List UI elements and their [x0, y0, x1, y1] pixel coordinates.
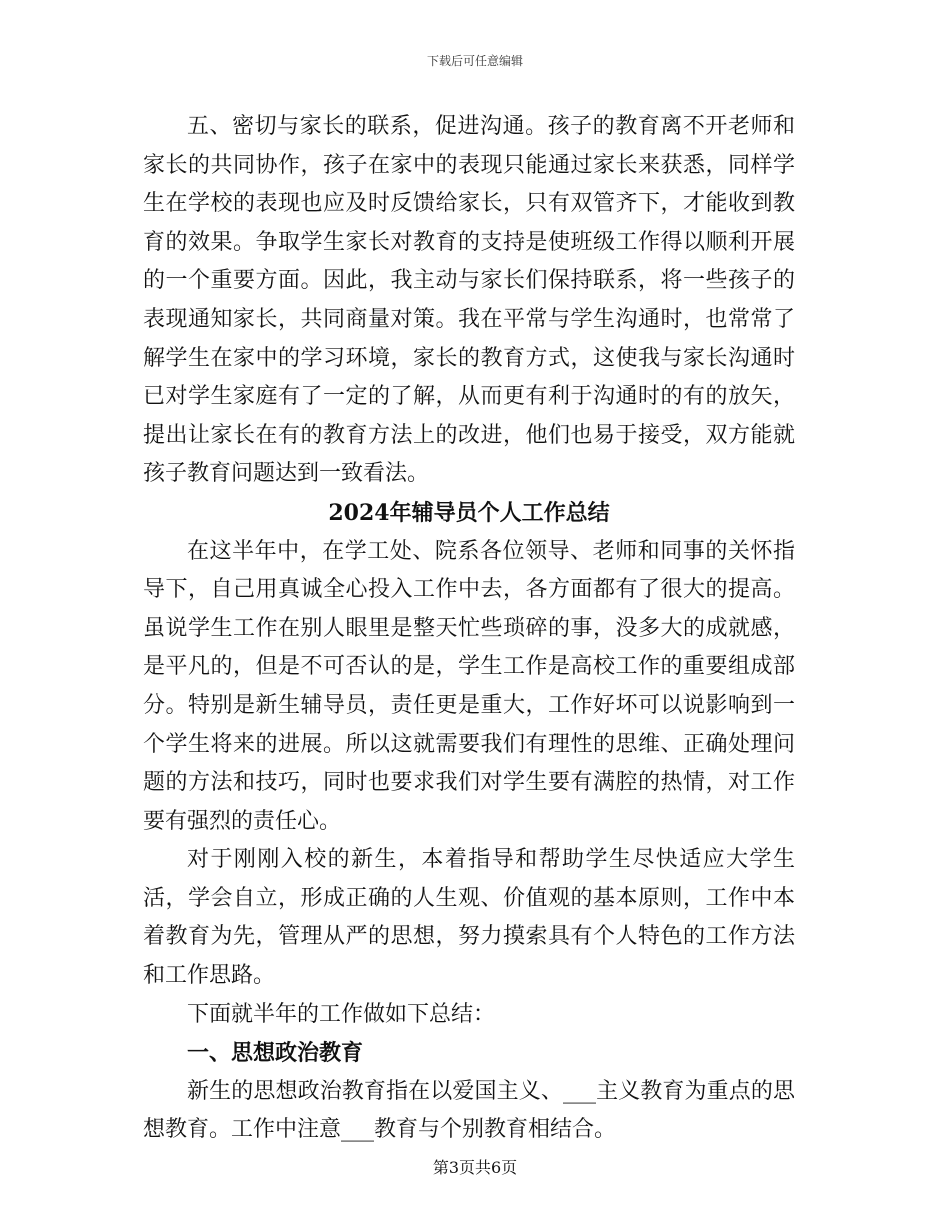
paragraph-introduction: 在这半年中，在学工处、院系各位领导、老师和同事的关怀指导下，自己用真诚全心投入工作中去，各方面都有了很大的提高。虽说学生工作在别人眼里是整天忙些琐碎的事，没多大的成就感，是平凡的，但是不可否认的是，学生工作是高校工作的重要组成部分。特别是新生辅导员，责任更是重大，工作好坏可以说影响到一个学生将来的进展。所以这就需要我们有理性的思维、正确处理问题的方法和技巧，同时也要求我们对学生要有满腔的热情，对工作要有强烈的责任心。	[143, 538, 795, 834]
document-title: 2024年辅导员个人工作总结	[328, 499, 610, 526]
paragraph-parent-communication: 五、密切与家长的联系，促进沟通。孩子的教育离不开老师和家长的共同协作，孩子在家中的表现只能通过家长来获悉，同样学生在学校的表现也应及时反馈给家长，只有双管齐下，才能收到教育的效果。争取学生家长对教育的支持是使班级工作得以顺利开展的一个重要方面。因此，我主动与家长们保持联系，将一些孩子的表现通知家长，共同商量对策。我在平常与学生沟通时，也常常了解学生在家中的学习环境，家长的教育方式，这使我与家长沟通时已对学生家庭有了一定的了解，从而更有利于沟通时的有的放矢，提出让家长在有的教育方法上的改进，他们也易于接受，双方能就孩子教育问题达到一致看法。	[143, 114, 795, 487]
page-number: 第3页共6页	[432, 1158, 518, 1177]
paragraph-summary-lead: 下面就半年的工作做如下总结：	[187, 1001, 496, 1027]
section-heading-ideological-education: 一、思想政治教育	[187, 1040, 364, 1067]
document-body	[143, 108, 795, 1150]
paragraph-ideological-education: 新生的思想政治教育指在以爱国主义、___主义教育为重点的思想教育。工作中注意___教育与个别教育相结合。	[143, 1078, 795, 1143]
paragraph-principles: 对于刚刚入校的新生，本着指导和帮助学生尽快适应大学生活，学会自立，形成正确的人生观、价值观的基本原则，工作中本着教育为先，管理从严的思想，努力摸索具有个人特色的工作方法和工作思路。	[143, 847, 795, 989]
header-note: 下载后可任意编辑	[426, 54, 523, 68]
